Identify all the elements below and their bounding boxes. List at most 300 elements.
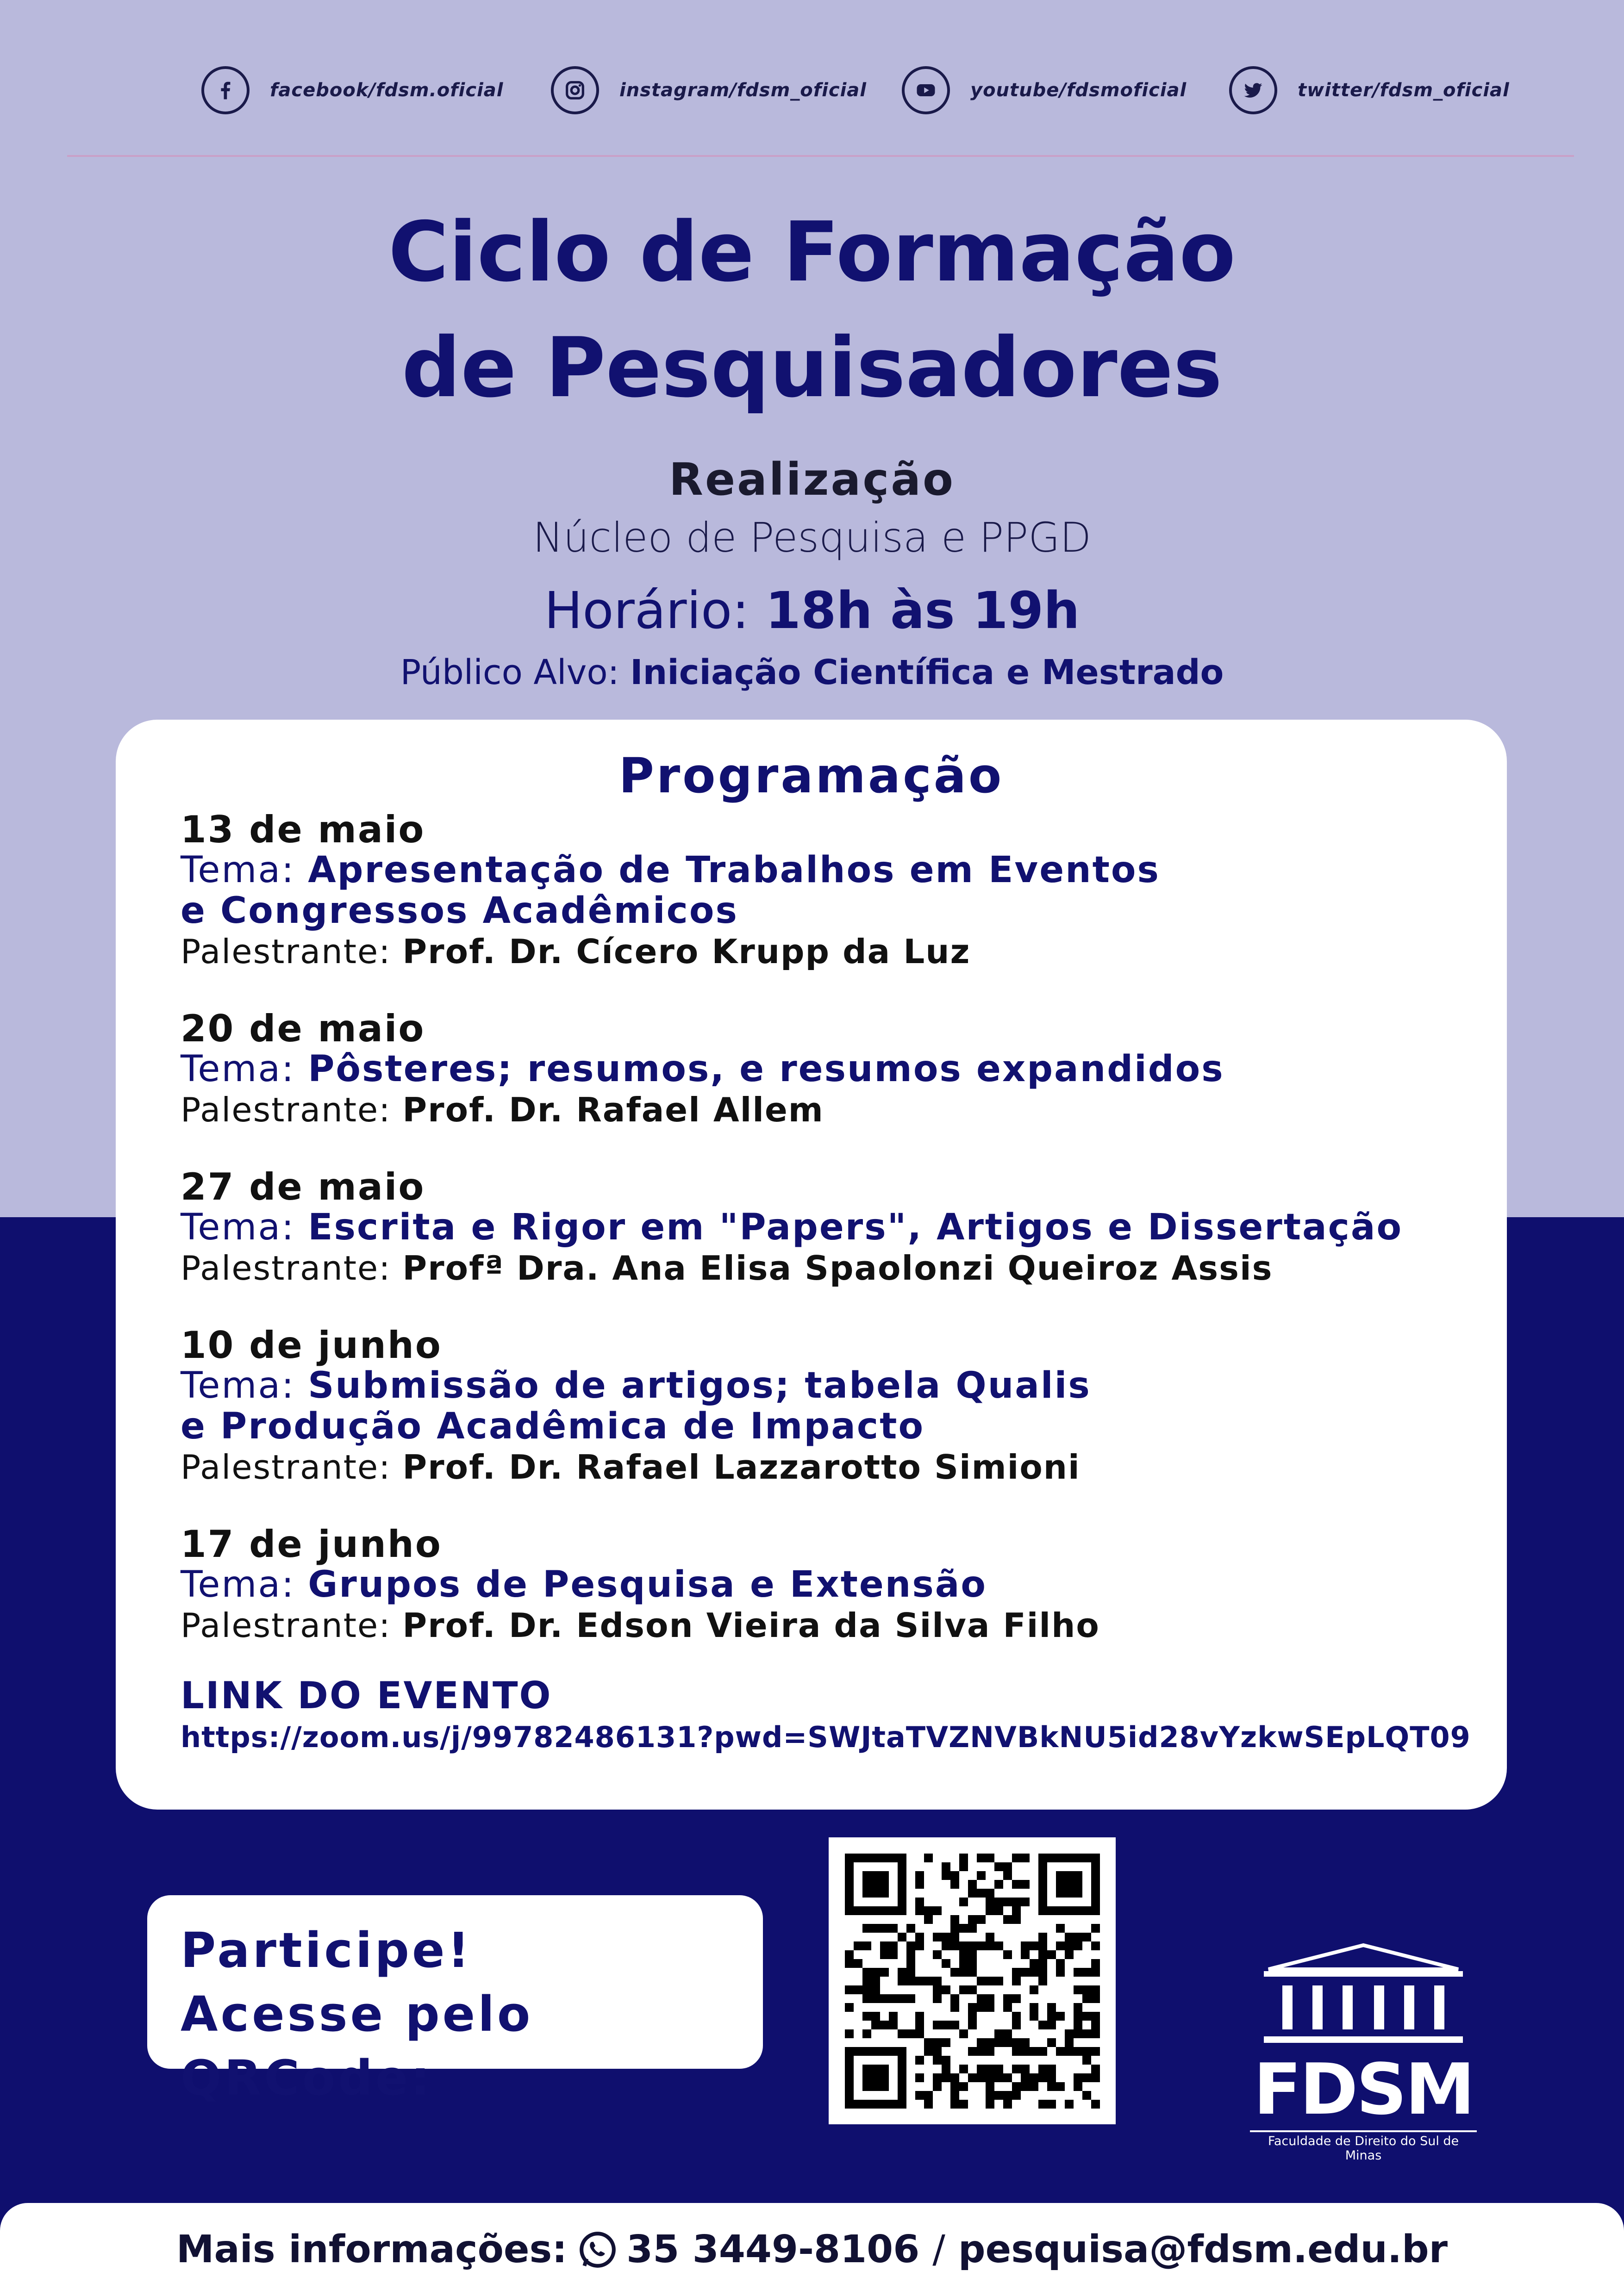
qr-module — [968, 2021, 977, 2029]
qr-module — [898, 2082, 906, 2091]
qr-module — [1091, 2029, 1100, 2038]
facebook-handle: facebook/fdsm.oficial — [270, 80, 504, 101]
qr-module — [1003, 1871, 1012, 1880]
qr-module — [1030, 1959, 1038, 1968]
qr-module — [942, 1941, 950, 1950]
qr-module — [889, 2100, 898, 2109]
qr-module — [1012, 2021, 1021, 2029]
qr-module — [845, 2047, 854, 2056]
qr-module — [862, 1941, 871, 1950]
qr-module — [1003, 1994, 1012, 2003]
qr-module — [1038, 1880, 1047, 1889]
twitter-icon — [1229, 66, 1277, 114]
qr-module — [854, 1959, 862, 1968]
qr-module — [968, 1950, 977, 1959]
session-date: 17 de junho — [181, 1523, 442, 1566]
qr-module — [1038, 2100, 1047, 2109]
qr-module — [959, 2065, 968, 2073]
qr-module — [924, 2038, 933, 2047]
palestrante-label: Palestrante: — [181, 1249, 391, 1288]
qr-module — [871, 2082, 880, 2091]
qr-module — [898, 1968, 906, 1977]
qr-module — [1038, 2021, 1047, 2029]
qr-module — [1074, 1871, 1082, 1880]
qr-module — [1012, 2065, 1021, 2073]
tema-value: Escrita e Rigor em "Papers", Artigos e Dissertação — [308, 1207, 1403, 1248]
qr-module — [986, 2100, 994, 2109]
qr-module — [845, 1854, 854, 1862]
qr-module — [854, 2047, 862, 2056]
session-item — [181, 1167, 1486, 1288]
qr-module — [1012, 2038, 1021, 2047]
tema-label: Tema: — [181, 1207, 295, 1248]
qr-module — [1021, 2047, 1030, 2056]
qr-module — [915, 2012, 924, 2021]
qr-module — [942, 1871, 950, 1880]
qr-module — [1012, 2047, 1021, 2056]
qr-module — [845, 1950, 854, 1959]
qr-module — [1082, 1906, 1091, 1915]
qr-module — [1091, 1924, 1100, 1933]
qr-module — [898, 1977, 906, 1985]
cta-line-2: Acesse pelo QRCode: — [181, 1986, 533, 2106]
qr-module — [1082, 1854, 1091, 1862]
qr-module — [959, 1941, 968, 1950]
session-tema-cont — [181, 1406, 1486, 1447]
qr-module — [986, 2038, 994, 2047]
qr-module — [1065, 1941, 1074, 1950]
session-date: 20 de maio — [181, 1007, 425, 1050]
qr-module — [942, 1933, 950, 1941]
qr-module — [977, 1941, 986, 1950]
qr-module — [862, 2082, 871, 2091]
footer-phone[interactable]: 35 3449-8106 — [626, 2228, 920, 2271]
qr-module — [898, 2029, 906, 2038]
qr-module — [950, 1933, 959, 1941]
qr-module — [889, 2012, 898, 2021]
qr-module — [1065, 1906, 1074, 1915]
qr-module — [1082, 2073, 1091, 2082]
qr-module — [1074, 1941, 1082, 1950]
tema-value: Pôsteres; resumos, e resumos expandidos — [308, 1048, 1224, 1090]
qr-module — [854, 1941, 862, 1950]
qr-module — [898, 2091, 906, 2100]
qr-module — [994, 1906, 1003, 1915]
qr-module — [994, 2073, 1003, 2082]
qr-module — [880, 2065, 889, 2073]
qr-module — [1038, 1977, 1047, 1985]
qr-module — [1074, 1889, 1082, 1898]
qr-module — [845, 1889, 854, 1898]
qr-module — [845, 2073, 854, 2082]
session-date: 10 de junho — [181, 1324, 442, 1367]
qr-module — [1056, 1959, 1065, 1968]
qr-module — [1082, 2056, 1091, 2065]
qr-module — [994, 1977, 1003, 1985]
qr-module — [1082, 1985, 1091, 1994]
qr-module — [1021, 2038, 1030, 2047]
qr-module — [1047, 2038, 1056, 2047]
qr-module — [1074, 1854, 1082, 1862]
qr-module — [1082, 2012, 1091, 2021]
qr-module — [889, 1854, 898, 1862]
qr-module — [968, 2073, 977, 2082]
qr-module — [845, 2100, 854, 2109]
qr-module — [942, 2056, 950, 2065]
qr-module — [977, 1915, 986, 1924]
tema-label: Tema: — [181, 1564, 295, 1605]
qr-module — [1012, 1915, 1021, 1924]
qr-module — [898, 1933, 906, 1941]
qr-module — [915, 2056, 924, 2065]
qr-module — [1074, 2003, 1082, 2012]
qr-module — [915, 1933, 924, 1941]
qr-module — [915, 1941, 924, 1950]
qr-module — [933, 1933, 942, 1941]
qr-module — [1065, 2029, 1074, 2038]
qr-module — [1047, 2012, 1056, 2021]
qr-module — [898, 2065, 906, 2073]
qr-module — [1038, 1906, 1047, 1915]
qr-module — [959, 2082, 968, 2091]
qr-module — [1003, 1950, 1012, 1959]
qr-module — [1082, 1994, 1091, 2003]
fdsm-logo — [1250, 1941, 1477, 2163]
qr-module — [862, 1924, 871, 1933]
qr-module — [986, 2047, 994, 2056]
qr-module — [915, 1906, 924, 1915]
qr-module — [1038, 1854, 1047, 1862]
qr-module — [1074, 2082, 1082, 2091]
publico-label: Público Alvo: — [400, 653, 619, 692]
qr-code[interactable] — [829, 1837, 1116, 2124]
qr-module — [889, 1924, 898, 1933]
qr-module — [862, 2100, 871, 2109]
qr-module — [906, 1941, 915, 1950]
qr-module — [924, 2100, 933, 2109]
palestrante-value: Prof. Dr. Cícero Krupp da Luz — [402, 932, 971, 971]
qr-module — [915, 2091, 924, 2100]
qr-module — [933, 1950, 942, 1959]
footer-contact — [0, 2203, 1624, 2296]
qr-module — [1082, 2047, 1091, 2056]
qr-module — [1003, 1862, 1012, 1871]
qr-module — [1047, 1950, 1056, 1959]
tema-value: Grupos de Pesquisa e Extensão — [308, 1564, 987, 1605]
qr-module — [880, 1871, 889, 1880]
qr-module — [933, 2056, 942, 2065]
qr-module — [915, 1880, 924, 1889]
qr-module — [1021, 2065, 1030, 2073]
qr-module — [1030, 1985, 1038, 1994]
qr-module — [1091, 1985, 1100, 1994]
qr-module — [889, 1994, 898, 2003]
palestrante-value: Profª Dra. Ana Elisa Spaolonzi Queiroz Assis — [402, 1249, 1273, 1288]
qr-module — [898, 1854, 906, 1862]
qr-module — [959, 1862, 968, 1871]
session-item — [181, 1009, 1486, 1130]
tema-label: Tema: — [181, 849, 295, 891]
qr-module — [933, 1994, 942, 2003]
publico-value: Iniciação Científica e Mestrado — [630, 653, 1224, 692]
qr-module — [1038, 1941, 1047, 1950]
event-link-url[interactable]: https://zoom.us/j/99782486131?pwd=SWJtaTVZNVBkNU5id28vYzkwSEpLQT09 — [181, 1720, 1471, 1754]
qr-module — [906, 1977, 915, 1985]
qr-module — [977, 2038, 986, 2047]
qr-module — [871, 2073, 880, 2082]
qr-module — [898, 1880, 906, 1889]
qr-module — [862, 1889, 871, 1898]
event-link-title: LINK DO EVENTO — [181, 1674, 552, 1717]
qr-module — [889, 1950, 898, 1959]
header-divider — [67, 155, 1574, 157]
qr-module — [880, 1889, 889, 1898]
qr-module — [1056, 1880, 1065, 1889]
qr-module — [1030, 2047, 1038, 2056]
qr-module — [871, 1968, 880, 1977]
tema-label: Tema: — [181, 1048, 295, 1090]
qr-module — [986, 1854, 994, 1862]
qr-module — [1091, 2065, 1100, 2073]
qr-module — [880, 2100, 889, 2109]
qr-module — [880, 2073, 889, 2082]
qr-module — [880, 1924, 889, 1933]
programacao-title: Programação — [618, 747, 1004, 804]
qr-module — [862, 1977, 871, 1985]
qr-module — [1021, 1854, 1030, 1862]
qr-module — [968, 2003, 977, 2012]
qr-module — [986, 2065, 994, 2073]
qr-module — [1065, 1950, 1074, 1959]
session-palestrante — [181, 1447, 1486, 1487]
qr-module — [862, 1985, 871, 1994]
qr-module — [1012, 2082, 1021, 2091]
qr-module — [968, 1880, 977, 1889]
qr-module — [950, 2073, 959, 2082]
qr-module — [1074, 1985, 1082, 1994]
qr-module — [977, 1854, 986, 1862]
qr-module — [1030, 2012, 1038, 2021]
social-facebook[interactable] — [201, 65, 503, 116]
session-date: 27 de maio — [181, 1165, 425, 1208]
qr-module — [871, 1854, 880, 1862]
qr-module — [1038, 1933, 1047, 1941]
qr-module — [1021, 1898, 1030, 1906]
qr-module — [977, 1994, 986, 2003]
instagram-handle: instagram/fdsm_oficial — [619, 80, 867, 101]
horario-label: Horário: — [544, 581, 750, 640]
qr-module — [1056, 1968, 1065, 1977]
session-tema — [181, 1365, 1486, 1406]
qr-module — [1012, 1977, 1021, 1985]
qr-module — [977, 2003, 986, 2012]
whatsapp-icon — [577, 2229, 618, 2270]
qr-module — [977, 2047, 986, 2056]
qr-module — [1012, 1898, 1021, 1906]
qr-module — [1056, 1889, 1065, 1898]
tema-value: Apresentação de Trabalhos em Eventos — [308, 849, 1160, 891]
qr-module — [942, 2065, 950, 2073]
qr-module — [986, 2003, 994, 2012]
qr-module — [994, 1941, 1003, 1950]
qr-module — [1056, 1871, 1065, 1880]
qr-module — [959, 1924, 968, 1933]
programacao-card — [116, 720, 1507, 1810]
qr-module — [1047, 2065, 1056, 2073]
qr-module — [871, 2047, 880, 2056]
qr-module — [845, 1871, 854, 1880]
qr-module — [977, 2073, 986, 2082]
qr-module — [924, 2091, 933, 2100]
qr-module — [968, 1968, 977, 1977]
facebook-icon — [201, 66, 250, 114]
social-twitter[interactable] — [1229, 65, 1510, 116]
qr-module — [1091, 1906, 1100, 1915]
qr-module — [994, 1880, 1003, 1889]
qr-module — [933, 1985, 942, 1994]
realizacao-value: Núcleo de Pesquisa e PPGD — [532, 514, 1092, 561]
qr-module — [1003, 2100, 1012, 2109]
qr-module — [950, 2021, 959, 2029]
qr-module — [1021, 1968, 1030, 1977]
qr-module — [986, 2091, 994, 2100]
qr-module — [845, 2056, 854, 2065]
footer-email[interactable]: pesquisa@fdsm.edu.br — [958, 2228, 1448, 2271]
qr-module — [1038, 1898, 1047, 1906]
qr-module — [1091, 1968, 1100, 1977]
qr-module — [1038, 1889, 1047, 1898]
qr-module — [845, 1898, 854, 1906]
qr-module — [933, 2038, 942, 2047]
palestrante-value: Prof. Dr. Rafael Allem — [402, 1090, 824, 1129]
qr-module — [1074, 1880, 1082, 1889]
qr-module — [871, 2100, 880, 2109]
qr-module — [906, 1959, 915, 1968]
qr-code-image — [829, 1837, 1116, 2124]
qr-module — [994, 1898, 1003, 1906]
qr-module — [1091, 2073, 1100, 2082]
palestrante-label: Palestrante: — [181, 932, 391, 971]
qr-module — [1012, 2012, 1021, 2021]
qr-module — [1038, 2047, 1047, 2056]
qr-module — [906, 1994, 915, 2003]
qr-module — [1056, 2047, 1065, 2056]
qr-module — [862, 1994, 871, 2003]
qr-module — [959, 1985, 968, 1994]
qr-module — [871, 2065, 880, 2073]
palestrante-label: Palestrante: — [181, 1448, 391, 1487]
qr-module — [1047, 2073, 1056, 2082]
qr-module — [1056, 2012, 1065, 2021]
twitter-handle: twitter/fdsm_oficial — [1298, 80, 1510, 101]
qr-module — [871, 2012, 880, 2021]
building-logo-icon — [1250, 1941, 1477, 2053]
horario-value: 18h às 19h — [765, 581, 1080, 640]
qr-module — [854, 1854, 862, 1862]
qr-module — [1012, 1994, 1021, 2003]
qr-module — [950, 1994, 959, 2003]
qr-module — [1056, 1924, 1065, 1933]
qr-module — [1065, 2038, 1074, 2047]
qr-module — [862, 2047, 871, 2056]
qr-module — [950, 1871, 959, 1880]
session-tema-cont — [181, 890, 1486, 931]
qr-module — [915, 2021, 924, 2029]
social-instagram[interactable] — [551, 65, 867, 116]
qr-module — [854, 1985, 862, 1994]
qr-module — [924, 1977, 933, 1985]
qr-module — [1074, 2029, 1082, 2038]
session-palestrante — [181, 1248, 1486, 1288]
qr-module — [968, 1924, 977, 1933]
qr-module — [1021, 1880, 1030, 1889]
qr-module — [1065, 1871, 1074, 1880]
qr-module — [871, 1994, 880, 2003]
qr-module — [986, 1994, 994, 2003]
session-tema — [181, 1207, 1486, 1248]
qr-module — [1091, 1941, 1100, 1950]
qr-module — [889, 2047, 898, 2056]
qr-module — [1030, 2003, 1038, 2012]
qr-module — [915, 1977, 924, 1985]
qr-module — [1091, 1959, 1100, 1968]
qr-module — [977, 2065, 986, 2073]
qr-module — [862, 2073, 871, 2082]
qr-module — [950, 1941, 959, 1950]
qr-module — [968, 1941, 977, 1950]
qr-module — [880, 1968, 889, 1977]
qr-module — [871, 1871, 880, 1880]
qr-module — [845, 2065, 854, 2073]
qr-module — [959, 2029, 968, 2038]
instagram-icon — [551, 66, 599, 114]
palestrante-value: Prof. Dr. Edson Vieira da Silva Filho — [402, 1606, 1100, 1645]
qr-module — [880, 1906, 889, 1915]
qr-module — [977, 1871, 986, 1880]
qr-module — [880, 1880, 889, 1889]
qr-module — [968, 2047, 977, 2056]
qr-module — [1065, 1854, 1074, 1862]
qr-module — [915, 1871, 924, 1880]
qr-module — [1047, 2003, 1056, 2012]
qr-module — [854, 2100, 862, 2109]
qr-module — [915, 2073, 924, 2082]
qr-module — [924, 2047, 933, 2056]
qr-module — [1091, 2021, 1100, 2029]
qr-module — [1003, 1898, 1012, 1906]
qr-module — [845, 1959, 854, 1968]
qr-module — [942, 2038, 950, 2047]
logo-wordmark: FDSM — [1253, 2048, 1474, 2130]
page-title — [0, 194, 1624, 426]
session-palestrante — [181, 1089, 1486, 1130]
tema-label: Tema: — [181, 1365, 295, 1406]
qr-module — [1030, 1941, 1038, 1950]
realizacao-label: Realização — [669, 454, 955, 505]
tema-value-cont: e Congressos Acadêmicos — [181, 890, 738, 932]
qr-module — [1091, 1898, 1100, 1906]
session-item — [181, 810, 1486, 972]
qr-module — [924, 1915, 933, 1924]
social-youtube[interactable] — [902, 65, 1187, 116]
qr-module — [1047, 2082, 1056, 2091]
qr-module — [915, 2029, 924, 2038]
qr-module — [862, 2065, 871, 2073]
qr-module — [986, 1889, 994, 1898]
qr-module — [871, 1880, 880, 1889]
qr-module — [898, 1906, 906, 1915]
qr-module — [845, 2091, 854, 2100]
